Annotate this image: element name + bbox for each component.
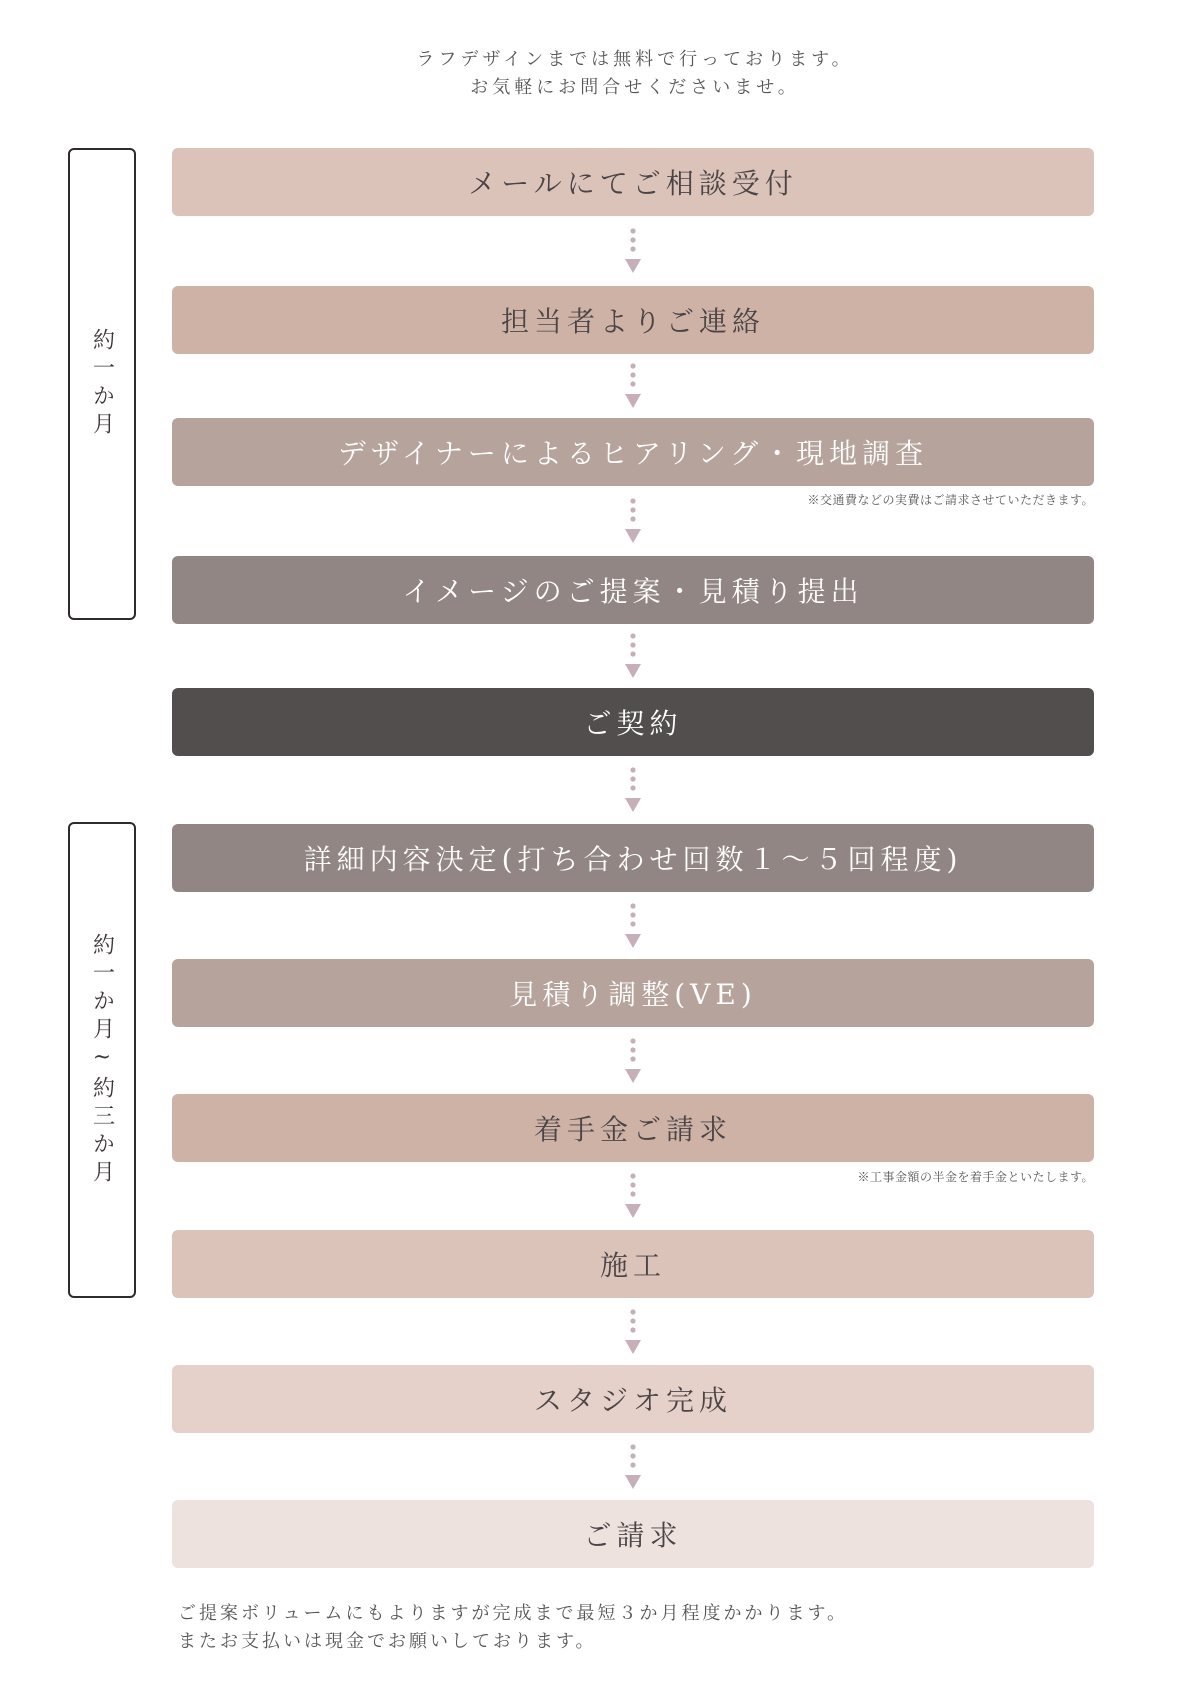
- step-estimate-adjustment: [172, 959, 1094, 1027]
- step-construction: [172, 1230, 1094, 1298]
- step-label: ご請求: [583, 1519, 683, 1552]
- step-final-billing: [172, 1500, 1094, 1568]
- step-hearing-survey: [172, 418, 1094, 486]
- period-box-1: [68, 148, 136, 620]
- flow-arrow-icon: [625, 362, 641, 410]
- step-staff-contact: [172, 286, 1094, 354]
- flow-arrow-icon: [625, 497, 641, 545]
- step-label: イメージのご提案・見積り提出: [402, 575, 864, 608]
- step-label: ご契約: [583, 707, 683, 740]
- step-label: 施工: [599, 1249, 666, 1282]
- step-label: スタジオ完成: [533, 1384, 732, 1417]
- flow-arrow-icon: [625, 632, 641, 680]
- note-travel-expenses: ※交通費などの実費はご請求させていただきます。: [807, 493, 1094, 507]
- flow-arrow-icon: [625, 1172, 641, 1220]
- step-contract: [172, 688, 1094, 756]
- flow-arrow-icon: [625, 227, 641, 275]
- period-box-2: [68, 822, 136, 1298]
- flow-arrow-icon: [625, 766, 641, 814]
- flow-arrow-icon: [625, 902, 641, 950]
- step-label: デザイナーによるヒアリング・現地調査: [337, 437, 929, 470]
- step-deposit-billing: [172, 1094, 1094, 1162]
- step-label: 担当者よりご連絡: [500, 305, 765, 338]
- intro-text: [0, 46, 1200, 102]
- step-label: メールにてご相談受付: [468, 167, 798, 200]
- intro-line-1: ラフデザインまでは無料で行っております。: [416, 49, 854, 70]
- step-detail-decision: [172, 824, 1094, 892]
- outro-text: [178, 1600, 848, 1656]
- step-label: 詳細内容決定(打ち合わせ回数１～５回程度): [303, 843, 963, 876]
- outro-line-1: ご提案ボリュームにもよりますが完成まで最短３か月程度かかります。: [178, 1603, 849, 1624]
- flow-arrow-icon: [625, 1443, 641, 1491]
- period-label-2: 約一か月~約三か月: [89, 932, 115, 1188]
- intro-line-2: お気軽にお問合せくださいませ。: [470, 77, 800, 98]
- period-label-1: 約一か月: [89, 328, 115, 440]
- note-deposit: ※工事金額の半金を着手金といたします。: [857, 1170, 1094, 1184]
- flow-arrow-icon: [625, 1308, 641, 1356]
- step-label: 着手金ご請求: [533, 1113, 732, 1146]
- flow-arrow-icon: [625, 1037, 641, 1085]
- step-proposal-estimate: [172, 556, 1094, 624]
- step-label: 見積り調整(VE): [509, 978, 757, 1011]
- step-mail-consultation: [172, 148, 1094, 216]
- step-studio-complete: [172, 1365, 1094, 1433]
- outro-line-2: またお支払いは現金でお願いしております。: [178, 1631, 597, 1652]
